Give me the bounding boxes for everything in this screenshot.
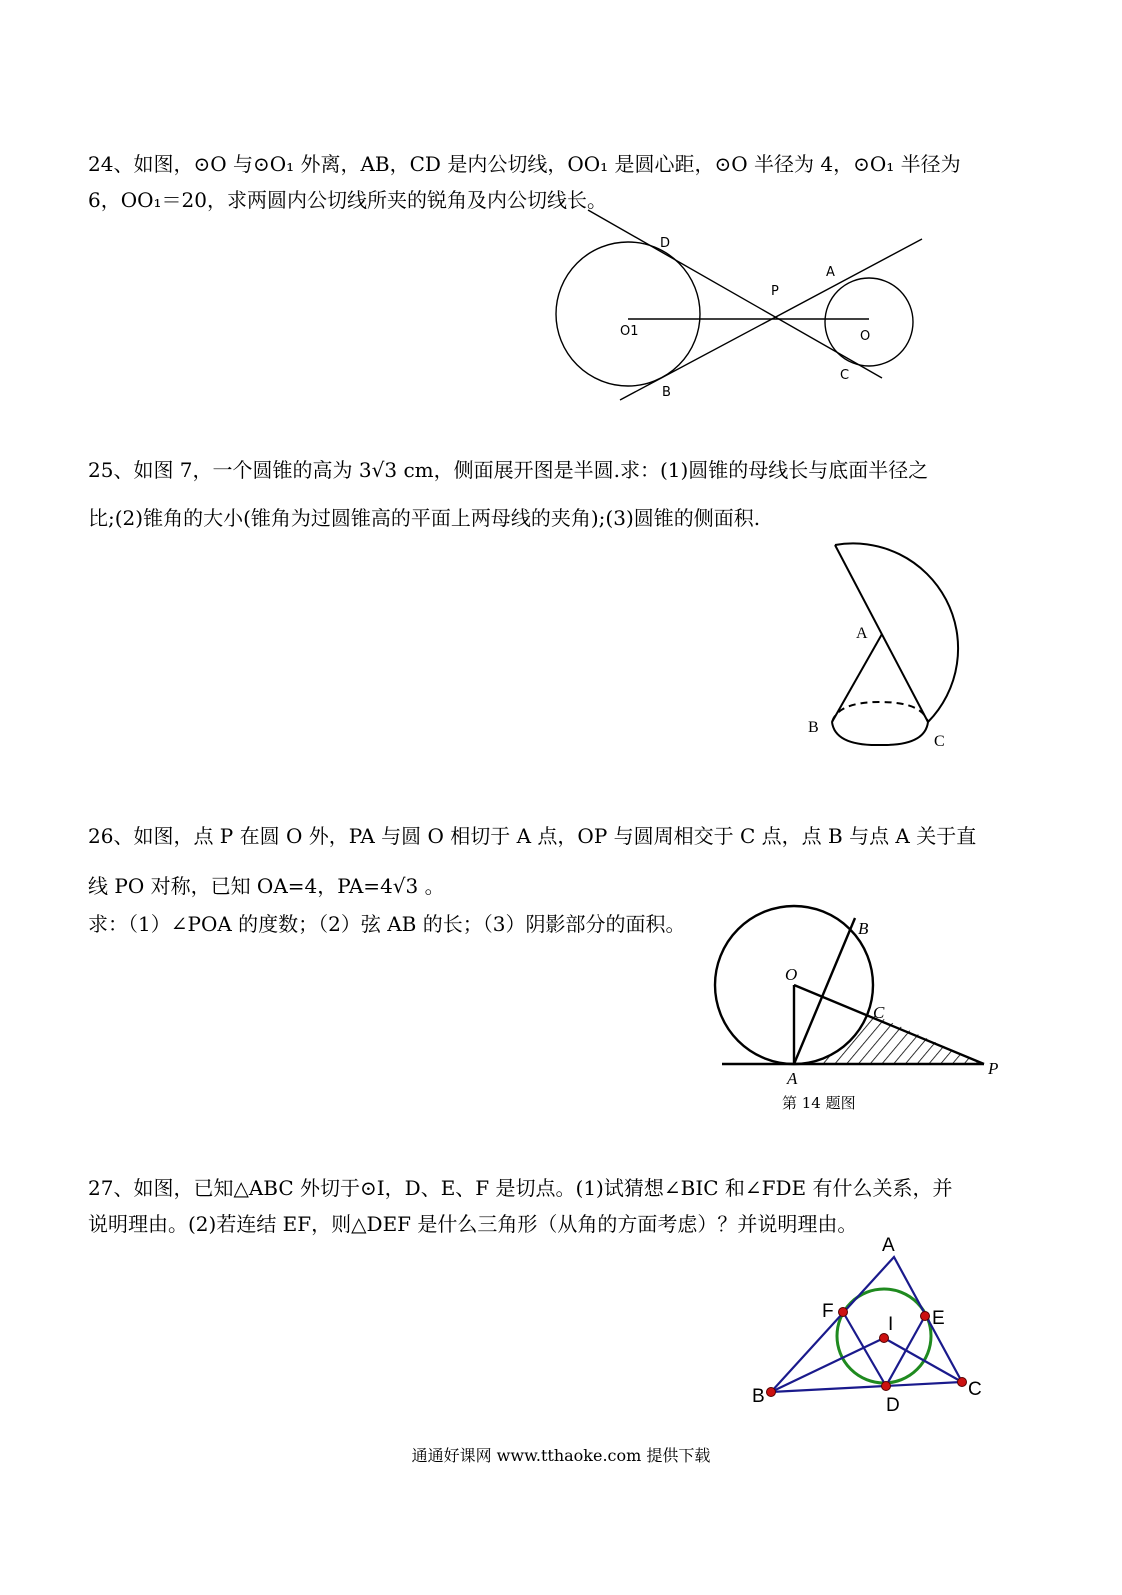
q24-figure (540, 205, 940, 415)
point-b (767, 1388, 776, 1397)
slant-left (832, 634, 882, 722)
label-b: B (752, 1386, 765, 1407)
label-i: I (888, 1314, 894, 1335)
q27-line-1: 27、如图，已知△ABC 外切于⊙I，D、E、F 是切点。(1)试猜想∠BIC 和∠FDE 有什么关系，并 (88, 1176, 953, 1200)
label-c: C (968, 1379, 982, 1400)
label-p: P (988, 1059, 999, 1078)
label-c: C (934, 733, 945, 750)
q25-line-1: 25、如图 7，一个圆锥的高为 3√3 cm，侧面展开图是半圆.求：(1)圆锥的母线长与底面半径之 (88, 458, 929, 482)
tangent-dc (588, 210, 882, 378)
point-d (882, 1382, 891, 1391)
label-b: B (808, 719, 819, 736)
base-front (832, 722, 928, 745)
q24-line-1: 24、如图，⊙O 与⊙O₁ 外离，AB，CD 是内公切线，OO₁ 是圆心距，⊙O 半径为 4，⊙O₁ 半径为 (88, 152, 961, 176)
sector-arc (835, 543, 958, 722)
q27-line-2: 说明理由。(2)若连结 EF，则△DEF 是什么三角形（从角的方面考虑）？并说明理由。 (88, 1212, 858, 1236)
q26-line-3: 求：（1）∠POA 的度数；（2）弦 AB 的长；（3）阴影部分的面积。 (88, 912, 686, 936)
label-b: B (858, 919, 869, 938)
figure-caption: 第 14 题图 (782, 1094, 856, 1112)
label-a: A (787, 1069, 798, 1088)
segment-bi (771, 1338, 884, 1392)
label-o: O (785, 965, 798, 984)
label-a: A (882, 1235, 895, 1256)
q25-figure (790, 520, 1000, 760)
label-e: E (932, 1308, 945, 1329)
label-c: C (840, 368, 850, 383)
point-f (839, 1308, 848, 1317)
shaded-region (794, 1012, 984, 1064)
label-d: D (886, 1395, 900, 1416)
q26-figure (700, 905, 1010, 1090)
footer: 通通好课网 www.tthaoke.com 提供下载 (411, 1446, 711, 1465)
q27-figure (740, 1228, 1000, 1416)
label-d: D (660, 236, 671, 251)
circle-o1 (556, 242, 700, 386)
sector-radius (835, 545, 928, 722)
q25-line-2: 比;(2)锥角的大小(锥角为过圆锥高的平面上两母线的夹角);(3)圆锥的侧面积. (88, 506, 761, 530)
point-c (958, 1378, 967, 1387)
q26-line-2: 线 PO 对称，已知 OA=4，PA=4√3 。 (88, 874, 445, 898)
chord-ab (794, 918, 855, 1064)
label-o1: O1 (620, 324, 639, 339)
label-o: O (860, 329, 871, 344)
label-c: C (873, 1003, 885, 1022)
point-e (921, 1312, 930, 1321)
segment-fd (843, 1312, 886, 1386)
q24-line-2: 6，OO₁＝20，求两圆内公切线所夹的锐角及内公切线长。 (88, 188, 607, 212)
label-a: A (826, 265, 835, 280)
label-a: A (856, 625, 868, 642)
label-f: F (822, 1301, 834, 1322)
base-back (832, 702, 928, 722)
label-b: B (662, 385, 671, 400)
q26-line-1: 26、如图，点 P 在圆 O 外，PA 与圆 O 相切于 A 点，OP 与圆周相交于 C 点，点 B 与点 A 关于直 (88, 824, 977, 848)
label-p: P (771, 284, 779, 299)
